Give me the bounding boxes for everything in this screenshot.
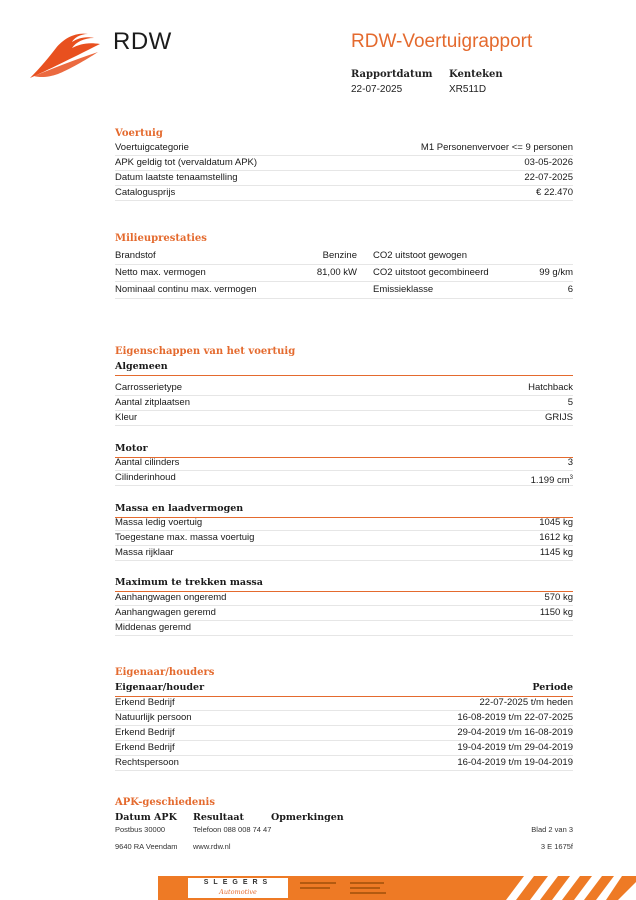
table-row: [115, 381, 573, 396]
row-value: 1045 kg: [539, 517, 573, 528]
row-value: 22-07-2025 t/m heden: [479, 697, 573, 708]
dealer-logo: [188, 878, 288, 898]
row-label: Brandstof: [115, 250, 156, 261]
row-label: Natuurlijk persoon: [115, 712, 192, 723]
row-label: Erkend Bedrijf: [115, 742, 175, 753]
motor-table: [115, 456, 573, 486]
table-row: [115, 186, 573, 201]
report-title: RDW-Voertuigrapport: [351, 31, 533, 52]
row-label: Netto max. vermogen: [115, 267, 206, 278]
footer-page: Blad 2 van 3: [531, 825, 573, 834]
table-row: [115, 411, 573, 426]
table-row: [115, 396, 573, 411]
table-row: [115, 265, 573, 282]
subsection-title-motor: Motor: [115, 443, 573, 458]
table-row: [115, 471, 573, 486]
kenteken-value: XR511D: [449, 84, 487, 95]
section-title-eigenaar: Eigenaar/houders: [115, 667, 215, 678]
row-value: [285, 282, 357, 298]
row-label: APK geldig tot (vervaldatum APK): [115, 157, 258, 168]
dealer-address-lines: [300, 880, 336, 889]
table-row: [115, 531, 573, 546]
table-row: [115, 248, 573, 265]
table-row: [115, 756, 573, 771]
row-label: Aantal cilinders: [115, 457, 180, 468]
meta-rapportdatum: [351, 69, 433, 95]
subsection-title-trekken: Maximum te trekken massa: [115, 577, 573, 592]
row-value: 99 g/km: [539, 267, 573, 278]
table-row: [115, 591, 573, 606]
row-value: Benzine: [322, 250, 357, 261]
table-row: [115, 546, 573, 561]
row-label: CO2 uitstoot gecombineerd: [373, 267, 489, 278]
section-title-eigenschappen: Eigenschappen van het voertuig: [115, 346, 296, 357]
row-label: Datum laatste tenaamstelling: [115, 172, 238, 183]
subsection-title-algemeen: Algemeen: [115, 361, 573, 376]
row-label: CO2 uitstoot gewogen: [373, 250, 468, 261]
voertuig-table: [115, 141, 573, 201]
table-row: [115, 606, 573, 621]
massa-table: [115, 516, 573, 561]
row-label: Carrosserietype: [115, 382, 183, 393]
col-header-opmerkingen: Opmerkingen: [271, 812, 344, 823]
row-value: 03-05-2026: [524, 157, 573, 168]
table-row: [115, 171, 573, 186]
row-value: 3: [567, 457, 573, 468]
dealer-logo-main: SLEGERS: [203, 879, 273, 886]
subsection-title-massa: Massa en laadvermogen: [115, 503, 573, 518]
row-value: [531, 471, 573, 485]
row-value: 22-07-2025: [524, 172, 573, 183]
footer-web: www.rdw.nl: [193, 842, 231, 851]
row-value: 16-08-2019 t/m 22-07-2025: [457, 712, 573, 723]
eigenaar-table: [115, 696, 573, 771]
row-value: 6: [567, 284, 573, 295]
section-title-milieu: Milieuprestaties: [115, 233, 207, 244]
footer-city: 9640 RA Veendam: [115, 842, 178, 851]
row-label: Erkend Bedrijf: [115, 697, 175, 708]
table-row: [115, 516, 573, 531]
table-row: [115, 156, 573, 171]
row-label: Aanhangwagen ongeremd: [115, 592, 227, 603]
row-value: 1150 kg: [539, 607, 573, 618]
rapportdatum-label: Rapportdatum: [351, 69, 433, 80]
row-value: GRIJS: [545, 412, 573, 423]
footer-telefoon: Telefoon 088 008 74 47: [193, 825, 272, 834]
row-value: M1 Personenvervoer <= 9 personen: [420, 142, 573, 153]
row-value: [493, 248, 573, 264]
algemeen-table: [115, 381, 573, 426]
row-value: Hatchback: [528, 382, 573, 393]
dealer-logo-sub: Automotive: [219, 888, 257, 896]
rdw-logo-text: RDW: [113, 28, 172, 55]
cilinderinhoud-value: 1.199 cm: [530, 475, 570, 487]
footer-postbus: Postbus 30000: [115, 825, 166, 834]
table-row: [115, 141, 573, 156]
row-label: Cilinderinhoud: [115, 472, 176, 483]
row-label: Catalogusprijs: [115, 187, 176, 198]
col-header-period: Periode: [532, 682, 573, 693]
col-header-resultaat: Resultaat: [193, 812, 244, 823]
row-value: 29-04-2019 t/m 16-08-2019: [457, 727, 573, 738]
row-label: Emissieklasse: [373, 284, 434, 295]
eigenaar-table-header: [115, 682, 573, 697]
row-label: Massa ledig voertuig: [115, 517, 203, 528]
row-label: Middenas geremd: [115, 622, 192, 633]
row-label: Kleur: [115, 412, 138, 423]
row-label: Erkend Bedrijf: [115, 727, 175, 738]
row-label: Aantal zitplaatsen: [115, 397, 190, 408]
unit-superscript: 3: [569, 475, 573, 481]
table-row: [115, 726, 573, 741]
milieu-table: [115, 248, 573, 299]
row-label: Nominaal continu max. vermogen: [115, 284, 257, 295]
row-value: € 22.470: [536, 187, 573, 198]
footer-code: 3 E 1675f: [540, 842, 573, 851]
meta-kenteken: [449, 69, 503, 95]
row-label: Rechtspersoon: [115, 757, 179, 768]
kenteken-label: Kenteken: [449, 69, 503, 80]
row-value: 1612 kg: [539, 532, 573, 543]
row-value: 16-04-2019 t/m 19-04-2019: [457, 757, 573, 768]
dealer-banner: [158, 876, 636, 900]
rapportdatum-value: 22-07-2025: [351, 84, 403, 95]
table-row: [115, 282, 573, 299]
table-row: [115, 456, 573, 471]
col-header-owner: Eigenaar/houder: [115, 682, 205, 693]
table-row: [115, 741, 573, 756]
section-title-voertuig: Voertuig: [115, 128, 163, 139]
section-title-apk: APK-geschiedenis: [115, 797, 215, 808]
row-label: Aanhangwagen geremd: [115, 607, 216, 618]
row-value: 5: [567, 397, 573, 408]
row-value: 1145 kg: [539, 547, 573, 558]
row-value: 81,00 kW: [316, 267, 357, 278]
row-value: 19-04-2019 t/m 29-04-2019: [457, 742, 573, 753]
trekken-table: [115, 591, 573, 636]
row-label: Massa rijklaar: [115, 547, 174, 558]
row-label: Toegestane max. massa voertuig: [115, 532, 255, 543]
row-label: Voertuigcategorie: [115, 142, 189, 153]
col-header-datum: Datum APK: [115, 812, 177, 823]
dealer-contact-lines: [350, 880, 386, 894]
row-value: 570 kg: [544, 592, 573, 603]
banner-stripes-icon: [496, 876, 636, 900]
table-row: [115, 621, 573, 636]
table-row: [115, 711, 573, 726]
table-row: [115, 696, 573, 711]
